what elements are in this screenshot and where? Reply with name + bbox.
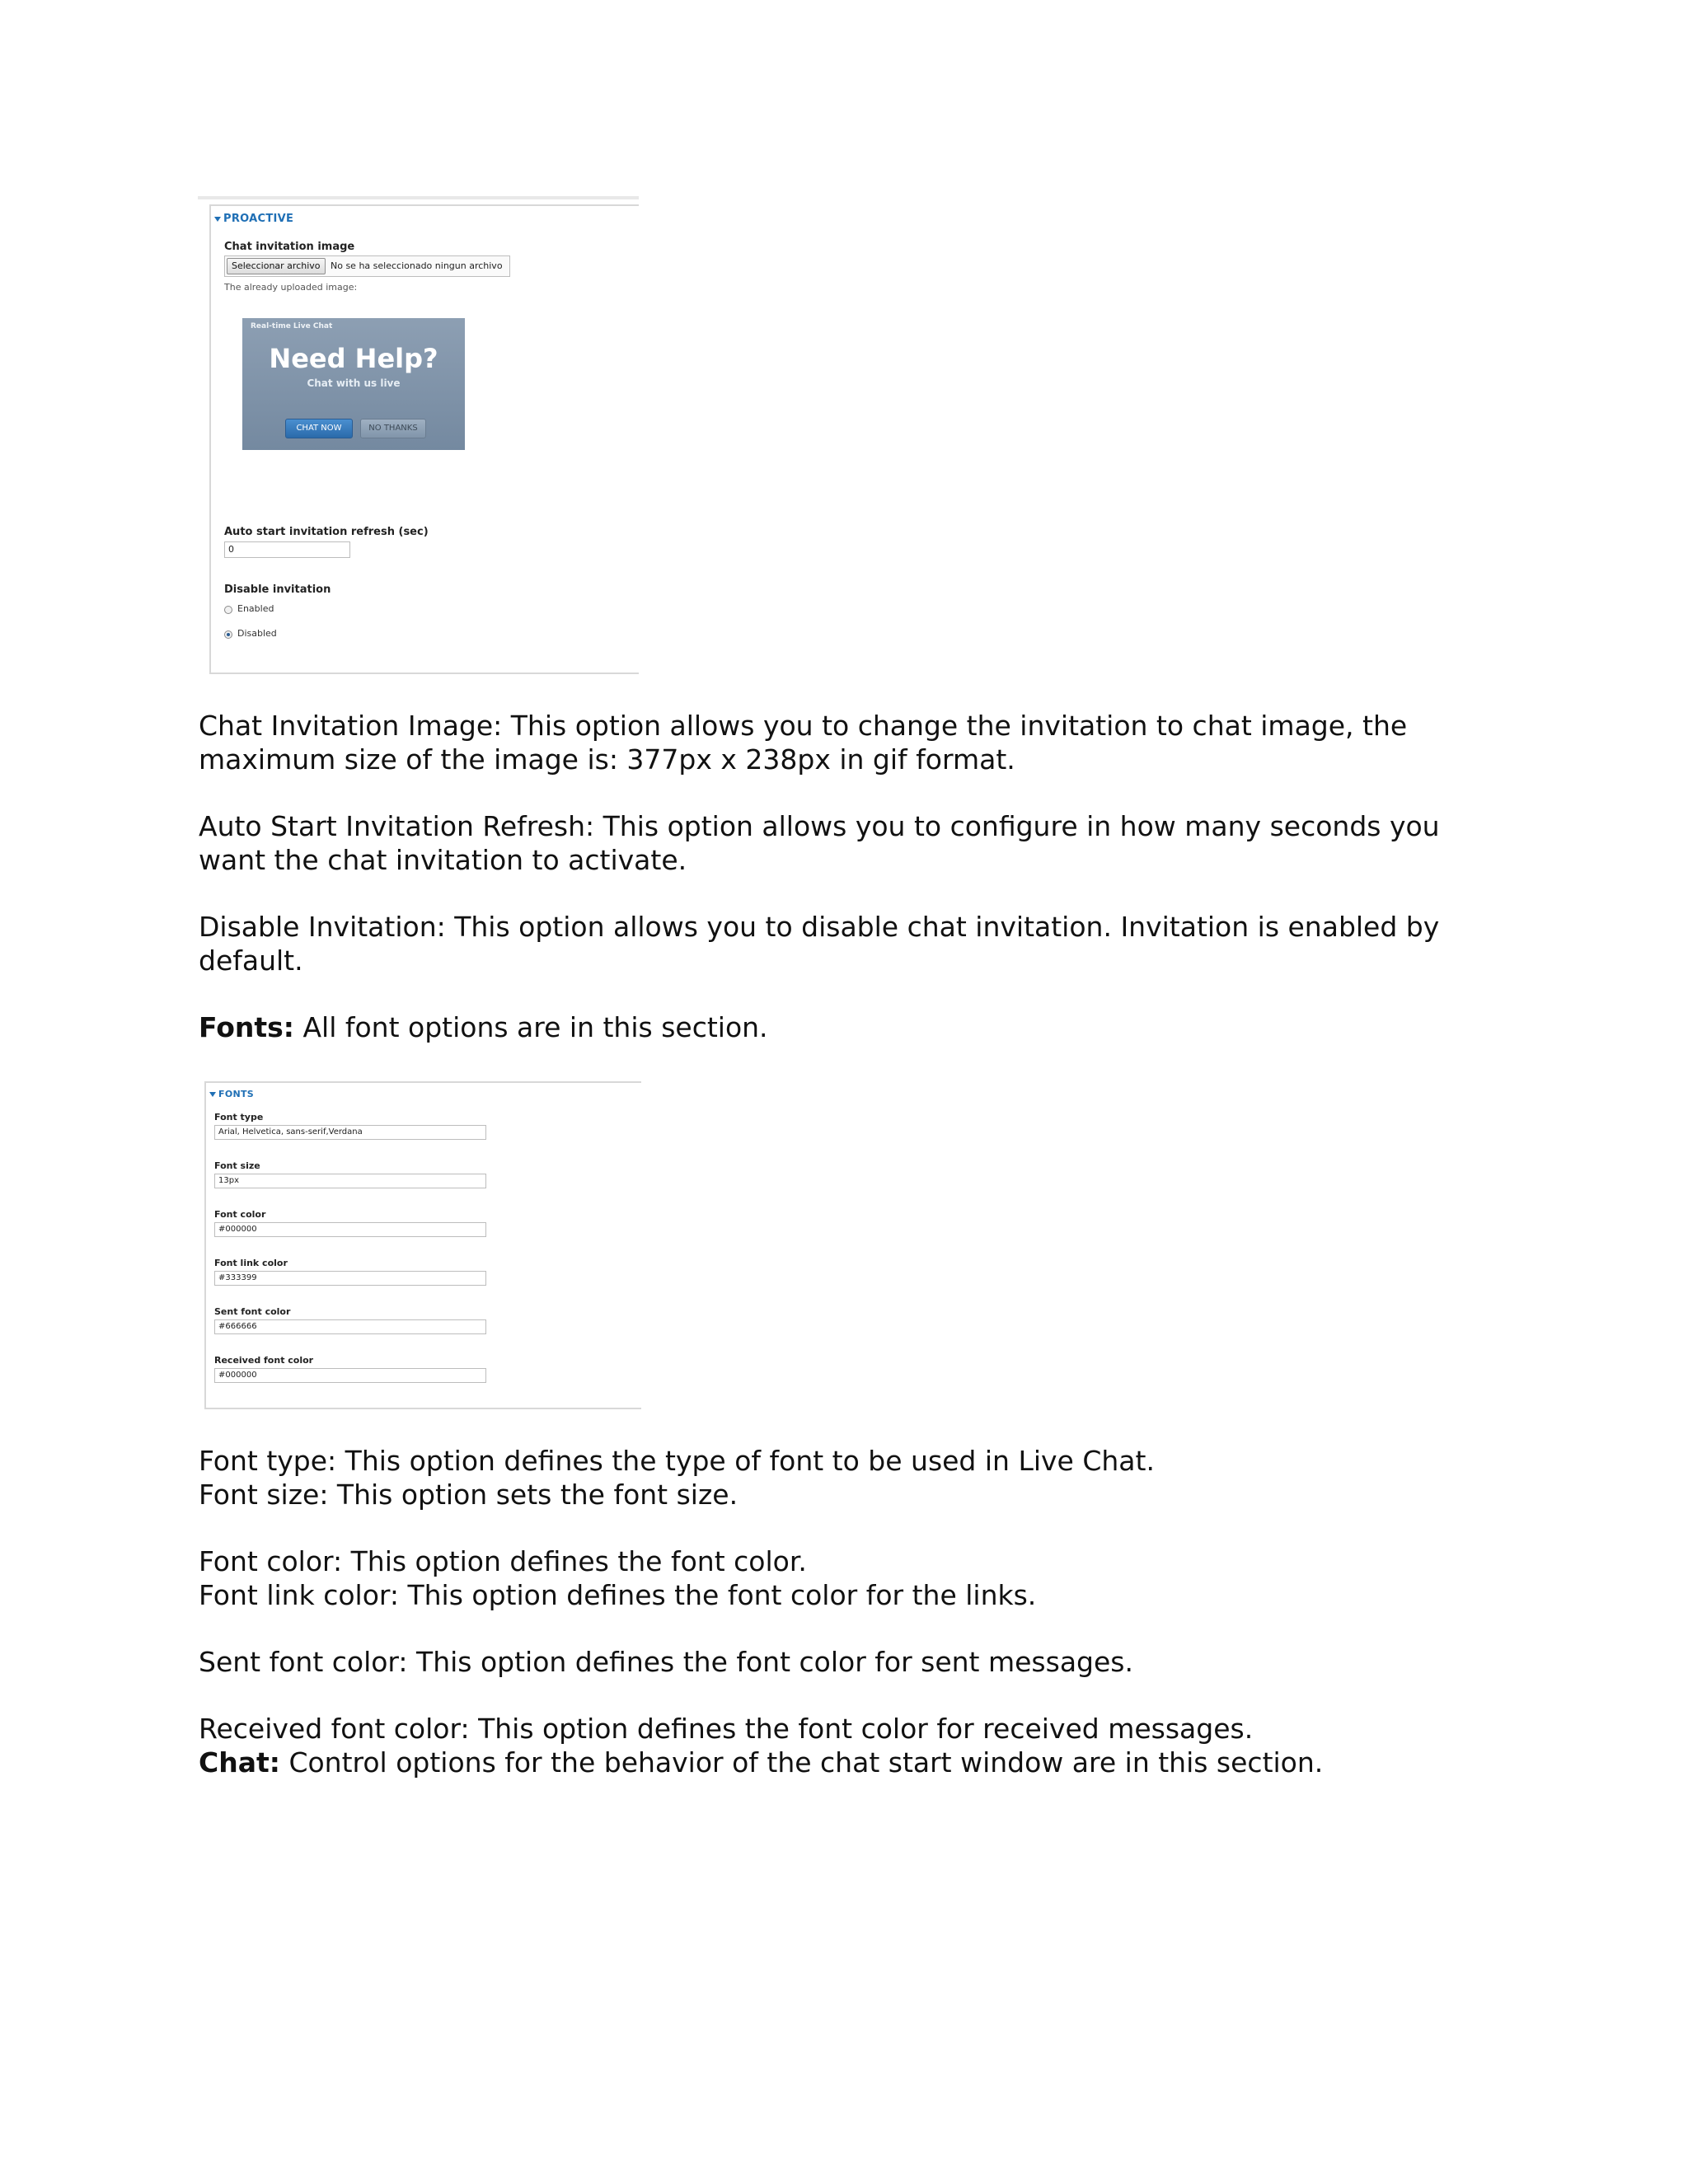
font-type-input[interactable]: Arial, Helvetica, sans-serif,Verdana — [214, 1125, 486, 1140]
chevron-down-icon — [209, 1092, 216, 1097]
uploaded-image-note: The already uploaded image: — [224, 282, 358, 293]
font-size-label: Font size — [214, 1160, 260, 1171]
chat-invitation-image-label: Chat invitation image — [224, 241, 355, 253]
proactive-legend[interactable] — [214, 213, 293, 225]
fonts-settings-screenshot — [204, 1081, 641, 1409]
no-thanks-button: NO THANKS — [360, 419, 426, 438]
invitation-title: Need Help? — [269, 343, 438, 374]
proactive-settings-screenshot — [198, 196, 639, 674]
fonts-intro-text: All font options are in this section. — [293, 1011, 768, 1043]
font-type-label: Font type — [214, 1112, 264, 1122]
legend-label: PROACTIVE — [223, 213, 294, 225]
disable-invitation-label: Disable invitation — [224, 583, 331, 596]
font-color-description: Font color: This option defines the font color. — [199, 1545, 807, 1577]
font-size-input[interactable]: 13px — [214, 1174, 486, 1188]
choose-file-button[interactable]: Seleccionar archivo — [227, 258, 326, 274]
fonts-legend[interactable] — [209, 1089, 254, 1099]
chat-invitation-image — [242, 318, 465, 450]
chat-section-intro — [199, 1746, 1501, 1779]
file-upload-field[interactable] — [224, 255, 510, 277]
chat-invitation-image-description: Chat Invitation Image: This option allows you to change the invitation to chat image, the maximum size of the image is: 377px x 238px in gif format. — [199, 710, 1408, 776]
legend-label: FONTS — [218, 1089, 254, 1099]
received-font-color-label: Received font color — [214, 1355, 314, 1366]
auto-start-description: Auto Start Invitation Refresh: This option allows you to configure in how many seconds you want the chat invitation to activate. — [199, 810, 1440, 876]
chevron-down-icon — [214, 217, 221, 222]
fonts-section-intro — [199, 1010, 1501, 1044]
disabled-radio-label: Disabled — [237, 628, 277, 639]
font-link-color-description: Font link color: This option defines the font color for the links. — [199, 1579, 1037, 1611]
disable-invitation-description: Disable Invitation: This option allows you to disable chat invitation. Invitation is enabled by default. — [199, 911, 1440, 977]
sent-font-color-label: Sent font color — [214, 1306, 291, 1317]
enabled-radio-label: Enabled — [237, 603, 274, 614]
chat-now-button: CHAT NOW — [285, 419, 353, 438]
auto-start-input[interactable]: 0 — [224, 541, 350, 558]
invitation-brand: Real-time Live Chat — [251, 322, 333, 330]
invitation-subtitle: Chat with us live — [307, 377, 401, 389]
font-color-input[interactable]: #000000 — [214, 1222, 486, 1237]
file-status-text: No se ha seleccionado ningun archivo — [331, 260, 503, 271]
chat-heading: Chat: — [199, 1746, 280, 1779]
font-link-color-input[interactable]: #333399 — [214, 1271, 486, 1286]
font-type-description: Font type: This option defines the type of font to be used in Live Chat. — [199, 1445, 1155, 1477]
sent-font-color-input[interactable]: #666666 — [214, 1319, 486, 1334]
font-link-color-label: Font link color — [214, 1258, 288, 1268]
chat-intro-text: Control options for the behavior of the chat start window are in this section. — [279, 1746, 1324, 1779]
sent-font-color-description: Sent font color: This option defines the font color for sent messages. — [199, 1646, 1133, 1678]
received-font-color-input[interactable]: #000000 — [214, 1368, 486, 1383]
disabled-radio[interactable] — [224, 630, 232, 639]
auto-start-label: Auto start invitation refresh (sec) — [224, 526, 429, 538]
received-font-color-description: Received font color: This option defines the font color for received messages. — [199, 1713, 1254, 1745]
enabled-radio[interactable] — [224, 606, 232, 614]
fonts-heading: Fonts: — [199, 1011, 294, 1043]
font-size-description: Font size: This option sets the font size. — [199, 1479, 738, 1511]
divider — [198, 196, 639, 199]
font-color-label: Font color — [214, 1209, 266, 1220]
